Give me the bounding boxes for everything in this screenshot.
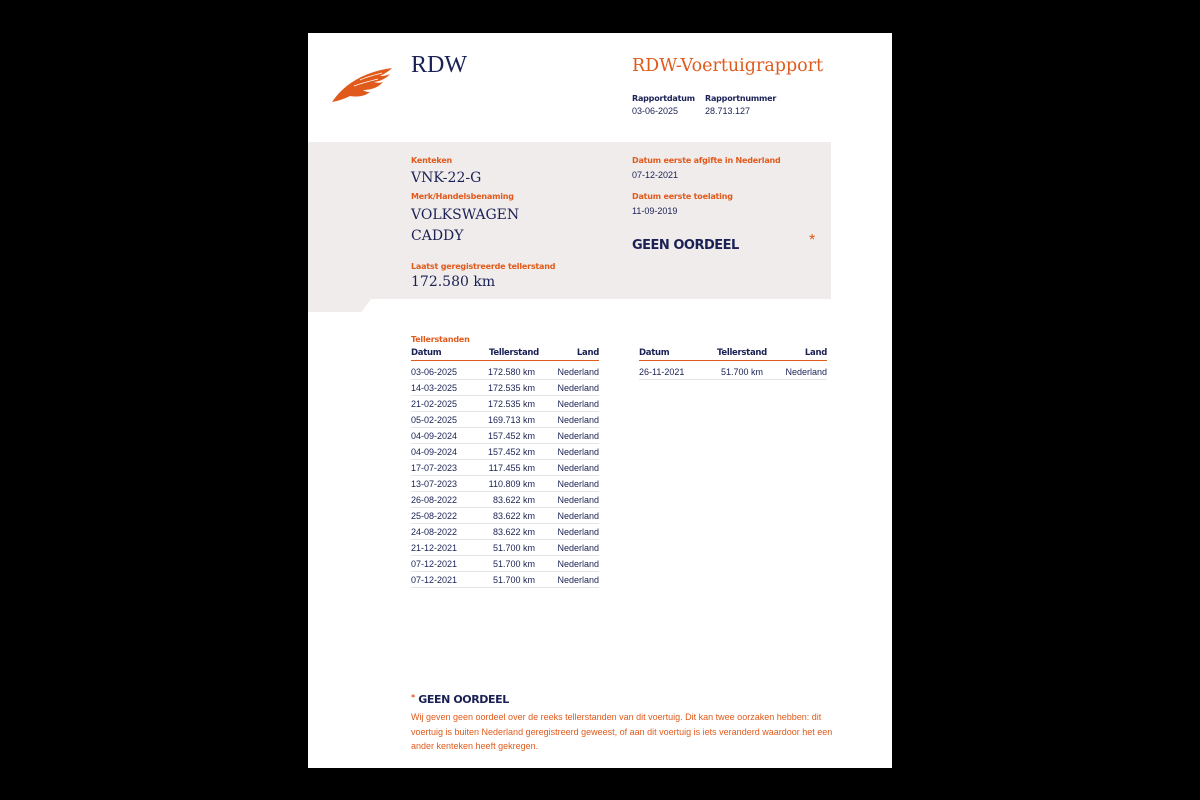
first-admission-value: 11-09-2019 [632, 206, 678, 216]
col-country-header: Land [804, 348, 827, 358]
cell-reading: 110.809 km [488, 479, 535, 489]
table-row [411, 380, 599, 396]
cell-reading: 169.713 km [487, 415, 535, 425]
table-row [411, 492, 599, 508]
cell-country: Nederland [557, 367, 599, 377]
odometer-label: Laatst geregistreerde tellerstand [411, 262, 556, 271]
first-issue-nl-value: 07-12-2021 [632, 170, 679, 180]
cell-reading: 51.700 km [492, 575, 535, 585]
report-number-label: Rapportnummer [705, 94, 777, 103]
cell-reading: 51.700 km [492, 543, 535, 553]
table-row [411, 572, 599, 588]
verdict-badge: GEEN OORDEEL [632, 238, 739, 253]
cell-country: Nederland [557, 415, 599, 425]
cell-country: Nederland [557, 479, 599, 489]
cell-country: Nederland [557, 511, 599, 521]
col-country-header: Land [576, 348, 599, 358]
cell-reading: 83.622 km [492, 527, 535, 537]
table-row [411, 396, 599, 412]
table-header [639, 348, 827, 361]
table-row [411, 524, 599, 540]
cell-reading: 157.452 km [487, 447, 535, 457]
table-body [639, 361, 827, 380]
cell-date: 25-08-2022 [411, 511, 458, 521]
cell-country: Nederland [557, 575, 599, 585]
cell-date: 13-07-2023 [411, 479, 458, 489]
table-row [411, 412, 599, 428]
cell-date: 07-12-2021 [411, 559, 458, 569]
cell-reading: 83.622 km [492, 495, 535, 505]
report-number: 28.713.127 [705, 106, 751, 116]
cell-country: Nederland [557, 447, 599, 457]
table-row [411, 540, 599, 556]
cell-country: Nederland [557, 495, 599, 505]
report-date: 03-06-2025 [632, 106, 679, 116]
readings-table-right [639, 348, 827, 380]
footnote-text: Wij geven geen oordeel over de reeks tellerstanden van dit voertuig. Dit kan twee oorzaken hebben: dit voertuig is buiten Nederland geregistreerd geweest, of aan dit voertuig is iets veranderd waardoor het een ander kenteken heeft gekregen. [411, 712, 833, 751]
band-step-decoration [308, 299, 371, 312]
cell-date: 07-12-2021 [411, 575, 458, 585]
rdw-wing-logo-icon [330, 66, 394, 104]
cell-date: 14-03-2025 [411, 383, 458, 393]
footnote-marker: * [411, 693, 415, 702]
cell-country: Nederland [557, 543, 599, 553]
report-date-label: Rapportdatum [632, 94, 695, 103]
cell-country: Nederland [557, 399, 599, 409]
table-row [411, 556, 599, 572]
vehicle-info-band [308, 142, 831, 299]
cell-date: 21-02-2025 [411, 399, 458, 409]
cell-reading: 172.535 km [487, 383, 535, 393]
footnote-title [411, 693, 509, 706]
cell-date: 04-09-2024 [411, 447, 458, 457]
cell-country: Nederland [557, 463, 599, 473]
cell-country: Nederland [557, 559, 599, 569]
cell-reading: 83.622 km [492, 511, 535, 521]
cell-date: 05-02-2025 [411, 415, 458, 425]
table-row [411, 364, 599, 380]
table-body [411, 361, 599, 588]
readings-table-left [411, 348, 599, 588]
cell-reading: 172.535 km [487, 399, 535, 409]
table-row [411, 428, 599, 444]
table-row [411, 444, 599, 460]
make-label: Merk/Handelsbenaming [411, 192, 514, 201]
col-reading-header: Tellerstand [717, 348, 767, 358]
cell-country: Nederland [557, 527, 599, 537]
plate-label: Kenteken [411, 156, 453, 165]
report-page [308, 33, 892, 768]
cell-country: Nederland [785, 367, 827, 377]
table-row [639, 364, 827, 380]
cell-date: 26-08-2022 [411, 495, 458, 505]
model-value: CADDY [411, 228, 464, 244]
plate-value: VNK-22-G [411, 170, 482, 186]
verdict-asterisk: * [809, 232, 816, 249]
report-title: RDW-Voertuigrapport [632, 56, 824, 76]
cell-reading: 51.700 km [492, 559, 535, 569]
table-header [411, 348, 599, 361]
col-reading-header: Tellerstand [489, 348, 539, 358]
cell-reading: 172.580 km [487, 367, 535, 377]
cell-reading: 157.452 km [487, 431, 535, 441]
cell-date: 04-09-2024 [411, 431, 458, 441]
first-issue-nl-label: Datum eerste afgifte in Nederland [632, 156, 781, 165]
odometer-value: 172.580 km [411, 274, 496, 290]
make-value: VOLKSWAGEN [411, 207, 520, 223]
table-row [411, 460, 599, 476]
readings-title: Tellerstanden [411, 335, 470, 344]
table-row [411, 476, 599, 492]
table-row [411, 508, 599, 524]
cell-country: Nederland [557, 383, 599, 393]
cell-date: 17-07-2023 [411, 463, 458, 473]
first-admission-label: Datum eerste toelating [632, 192, 733, 201]
footnote-title-text: GEEN OORDEEL [418, 693, 509, 706]
cell-country: Nederland [557, 431, 599, 441]
cell-reading: 117.455 km [488, 463, 535, 473]
cell-date: 26-11-2021 [639, 367, 685, 377]
cell-date: 24-08-2022 [411, 527, 458, 537]
col-date-header: Datum [639, 348, 670, 358]
brand-name: RDW [411, 52, 467, 78]
col-date-header: Datum [411, 348, 442, 358]
cell-date: 03-06-2025 [411, 367, 458, 377]
cell-reading: 51.700 km [720, 367, 763, 377]
cell-date: 21-12-2021 [411, 543, 458, 553]
